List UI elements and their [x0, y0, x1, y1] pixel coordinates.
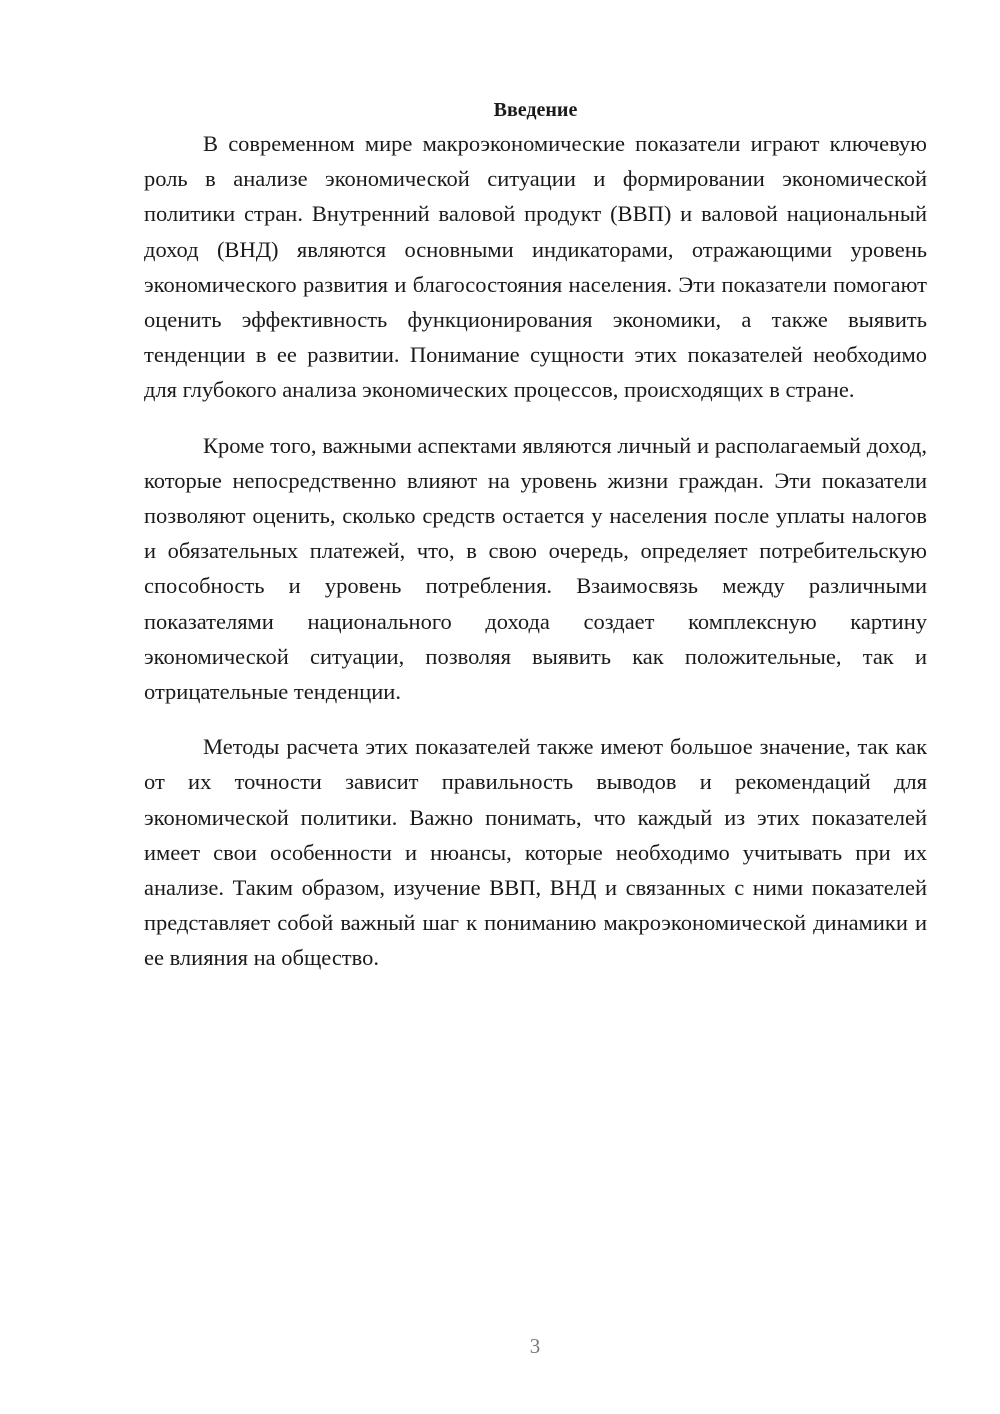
paragraph-1: В современном мире макроэкономические показатели играют ключевую роль в анализе экономической ситуации и формировании экономической политики стран. Внутренний валовой продукт (ВВП) и валовой национальный доход (ВНД) являются основными индикаторами, отражающими уровень экономического развития и благосостояния населения. Эти показатели помогают оценить эффективность функционирования экономики, а также выявить тенденции в ее развитии. Понимание сущности этих показателей необходимо для глубокого анализа экономических процессов, происходящих в стране. — [144, 131, 927, 403]
section-title: Введение — [493, 99, 578, 121]
paragraph-3: Методы расчета этих показателей также имеют большое значение, так как от их точности зависит правильность выводов и рекомендаций для экономической политики. Важно понимать, что каждый из этих показателей имеет свои особенности и нюансы, которые необходимо учитывать при их анализе. Таким образом, изучение ВВП, ВНД и связанных с ними показателей представляет собой важный шаг к пониманию макроэкономической динамики и ее влияния на общество. — [144, 734, 927, 971]
paragraph-2: Кроме того, важными аспектами являются личный и располагаемый доход, которые непосредственно влияют на уровень жизни граждан. Эти показатели позволяют оценить, сколько средств остается у населения после уплаты налогов и обязательных платежей, что, в свою очередь, определяет потребительскую способность и уровень потребления. Взаимосвязь между различными показателями национального дохода создает комплексную картину экономической ситуации, позволяя выявить как положительные, так и отрицательные тенденции. — [144, 432, 927, 705]
page-number: 3 — [529, 1334, 541, 1358]
page-content — [144, 96, 927, 996]
